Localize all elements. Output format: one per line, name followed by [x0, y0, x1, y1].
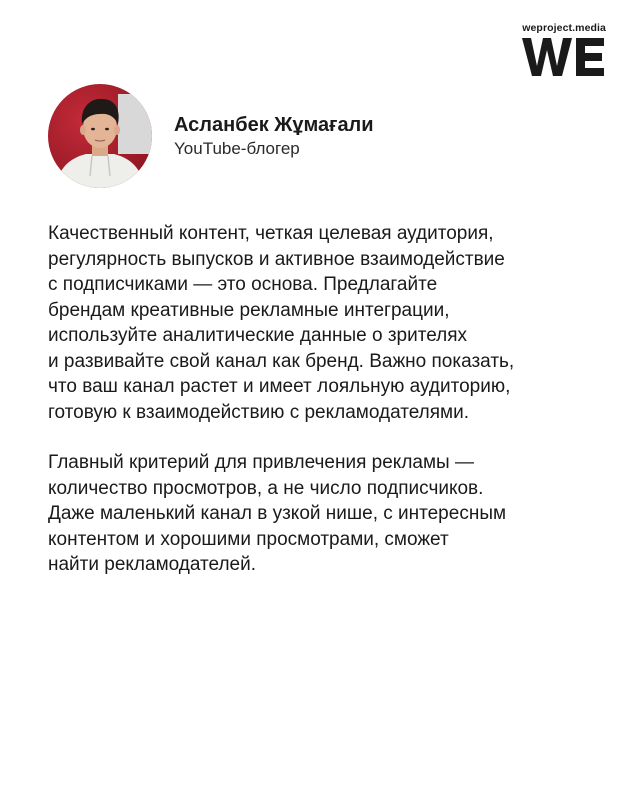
author-text: [174, 113, 374, 160]
author-role: YouTube-блогер: [174, 138, 300, 158]
quote-line: Даже маленький канал в узкой нише, с интересным: [48, 503, 507, 524]
quote-line: брендам креативные рекламные интеграции,: [48, 299, 450, 321]
author-block: [48, 84, 374, 188]
quote-line: и развивайте свой канал как бренд. Важно показать,: [48, 350, 515, 372]
quote-line: что ваш канал растет и имеет лояльную аудиторию,: [48, 376, 511, 397]
quote-line: Главный критерий для привлечения рекламы —: [48, 452, 474, 473]
quote-block: [48, 221, 618, 578]
brand-site-label: weproject.media: [522, 22, 606, 34]
quote-line: найти рекламодателей.: [48, 554, 256, 575]
quote-line: количество просмотров, а не число подписчиков.: [48, 477, 484, 499]
author-name: Асланбек Жұмағали: [174, 113, 374, 136]
brand-block: [522, 22, 606, 78]
quote-paragraph-2: [48, 450, 618, 578]
quote-line: с подписчиками — это основа. Предлагайте: [48, 274, 438, 295]
person-avatar-icon: [48, 84, 152, 188]
quote-line: готовую к взаимодействию с рекламодателями.: [48, 401, 469, 423]
quote-line: Качественный контент, четкая целевая аудитория,: [48, 223, 494, 244]
author-avatar: [48, 84, 152, 188]
quote-line: регулярность выпусков и активное взаимодействие: [48, 248, 505, 270]
quote-line: используйте аналитические данные о зрителях: [48, 325, 468, 346]
we-logo: [522, 36, 606, 78]
quote-paragraph-1: [48, 221, 618, 425]
quote-line: контентом и хорошими просмотрами, сможет: [48, 528, 449, 550]
